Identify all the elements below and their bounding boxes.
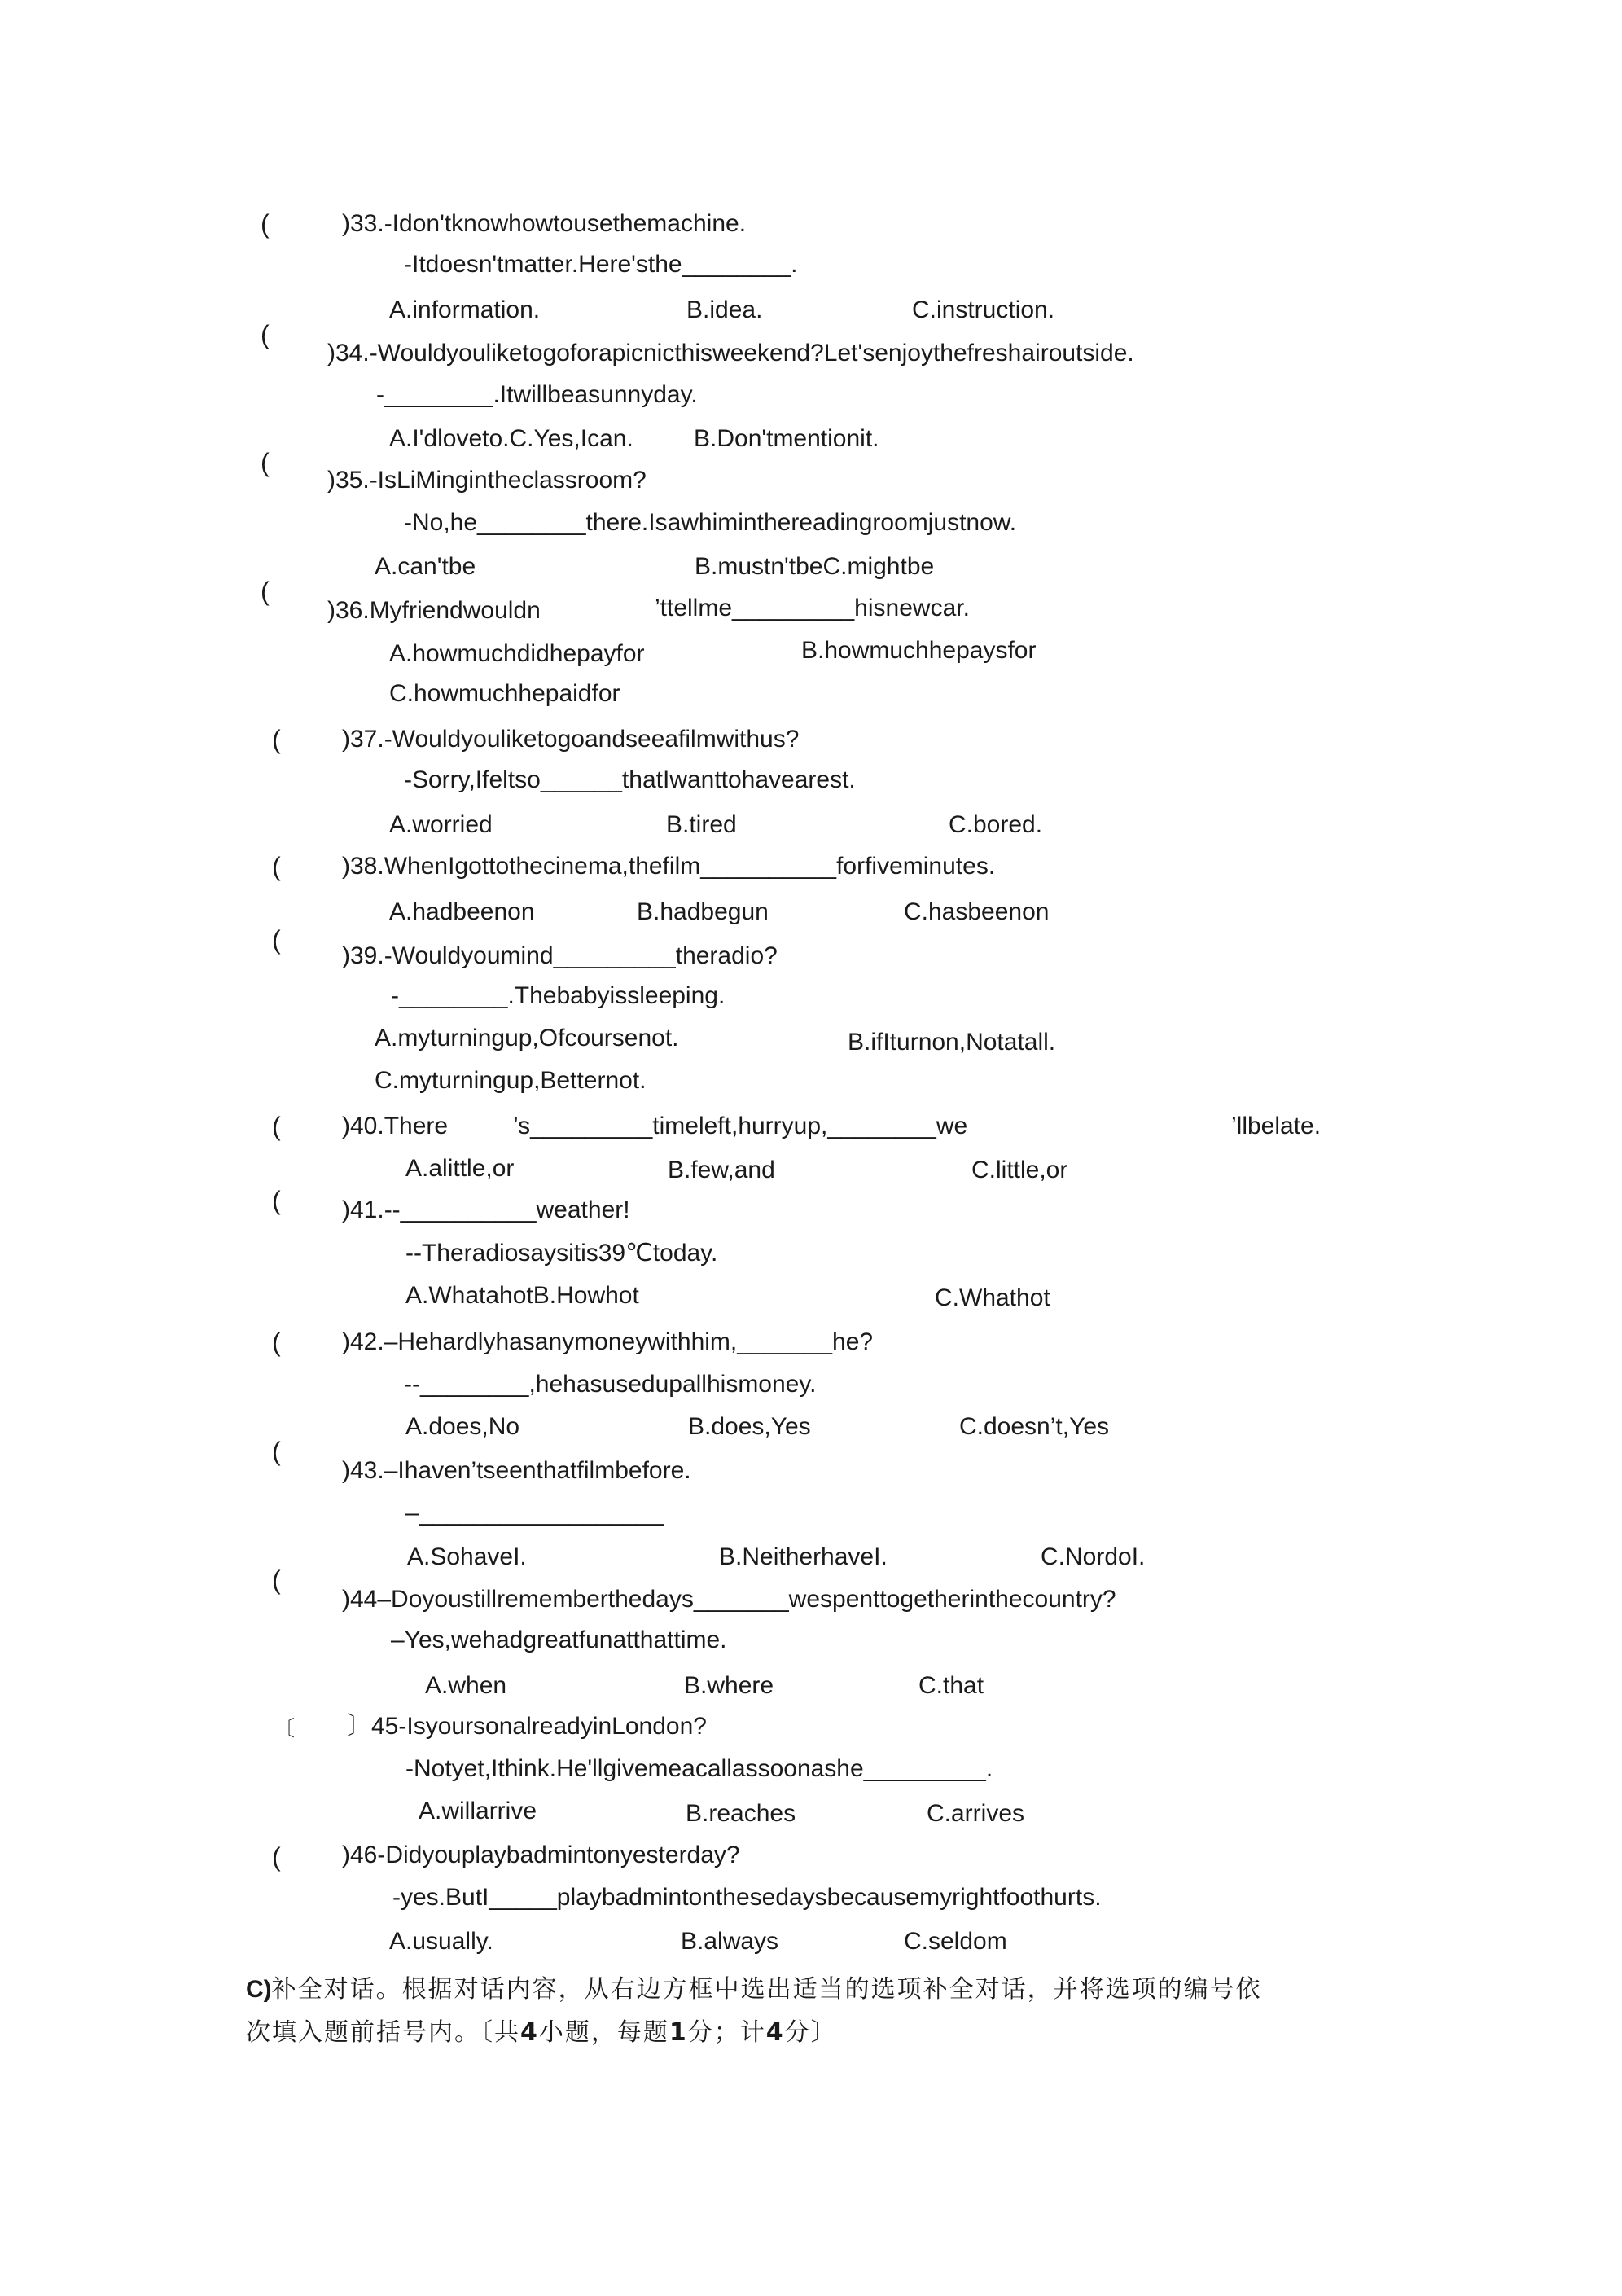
option-b: B.reaches xyxy=(686,1800,796,1827)
dialogue-line: –Yes,wehadgreatfunatthattime. xyxy=(391,1627,727,1653)
option-b: B.Don'tmentionit. xyxy=(694,425,879,452)
question-stem: )44–Doyoustillrememberthedays_______wespenttogetherinthecountry? xyxy=(342,1586,1116,1613)
option-c: C.that xyxy=(918,1672,984,1699)
option-b: B.NeitherhaveI. xyxy=(719,1543,888,1570)
option-b: B.howmuchhepaysfor xyxy=(801,637,1037,664)
option-c: C.seldom xyxy=(904,1928,1007,1955)
option-b: B.does,Yes xyxy=(688,1413,811,1440)
option-a: A.howmuchdidhepayfor xyxy=(389,640,645,667)
option-a: A.does,No xyxy=(406,1413,520,1440)
question-stem: )36.Myfriendwouldn xyxy=(327,597,541,624)
question-stem-end: ’llbelate. xyxy=(1231,1113,1322,1139)
question-stem: )39.-Wouldyoumind_________theradio? xyxy=(342,942,778,969)
option-a: A.usually. xyxy=(389,1928,493,1955)
option-b: B.idea. xyxy=(686,296,763,323)
answer-paren[interactable]: ( xyxy=(272,1328,281,1357)
question-stem: )35.-IsLiMingintheclassroom? xyxy=(327,467,647,494)
answer-paren[interactable]: ( xyxy=(272,1186,281,1215)
option-b-c: B.mustn'tbeC.mightbe xyxy=(695,553,935,580)
option-a: A.worried xyxy=(389,811,493,838)
question-stem: )42.–Hehardlyhasanymoneywithhim,_______he? xyxy=(342,1328,874,1355)
option-c: C.Whathot xyxy=(935,1284,1050,1311)
answer-paren[interactable]: ( xyxy=(272,1565,281,1595)
question-stem: )38.WhenIgottothecinema,thefilm__________forfiveminutes. xyxy=(342,853,996,880)
question-stem-cont: ’s_________timeleft,hurryup,________we xyxy=(513,1113,968,1139)
option-c: C.bored. xyxy=(949,811,1043,838)
option-c: C.hasbeenon xyxy=(904,898,1050,925)
section-label: C) xyxy=(246,1976,272,2003)
dialogue-line: -________.Itwillbeasunnyday. xyxy=(376,381,698,408)
option-a: A.when xyxy=(425,1672,507,1699)
question-stem: )33.-Idon'tknowhowtousethemachine. xyxy=(342,210,747,237)
option-c: C.myturningup,Betternot. xyxy=(375,1067,647,1094)
option-a: A.can'tbe xyxy=(375,553,476,580)
option-a: A.SohaveI. xyxy=(407,1543,527,1570)
option-a: A.alittle,or xyxy=(406,1155,515,1182)
section-instructions-line1: C)补全对话。根据对话内容，从右边方框中选出适当的选项补全对话，并将选项的编号依 xyxy=(246,1975,1262,2004)
question-stem: )41.--__________weather! xyxy=(342,1196,630,1223)
answer-paren[interactable]: ( xyxy=(272,1112,281,1141)
option-a-b: A.WhatahotB.Howhot xyxy=(406,1282,639,1309)
option-c: C.instruction. xyxy=(912,296,1055,323)
question-stem: )34.-Wouldyouliketogoforapicnicthisweekend?Let'senjoythefreshairoutside. xyxy=(327,340,1134,367)
option-c: C.arrives xyxy=(927,1800,1025,1827)
option-c: C.doesn’t,Yes xyxy=(959,1413,1110,1440)
section-instructions-line2: 次填入题前括号内。〔共4小题，每题1分；计4分〕 xyxy=(246,2018,837,2047)
option-a: A.information. xyxy=(389,296,541,323)
option-a: A.myturningup,Ofcoursenot. xyxy=(375,1025,679,1051)
option-b: B.always xyxy=(681,1928,779,1955)
option-c: C.NordoI. xyxy=(1041,1543,1146,1570)
question-stem: )43.–Ihaven’tseenthatfilmbefore. xyxy=(342,1457,691,1484)
option-b: B.ifIturnon,Notatall. xyxy=(848,1029,1056,1056)
answer-paren[interactable]: ( xyxy=(272,725,281,754)
dialogue-line: -Notyet,Ithink.He'llgivemeacallassoonashe_________. xyxy=(406,1755,993,1782)
question-stem: )37.-Wouldyouliketogoandseeafilmwithus? xyxy=(342,726,800,753)
answer-paren[interactable]: ( xyxy=(261,209,270,239)
question-stem-cont: ’ttellme_________hisnewcar. xyxy=(655,595,970,621)
answer-paren[interactable]: ( xyxy=(272,925,281,955)
option-b: B.tired xyxy=(666,811,737,838)
dialogue-line: -Itdoesn'tmatter.Here'sthe________. xyxy=(404,251,798,278)
answer-paren[interactable]: ( xyxy=(272,1842,281,1872)
option-c: C.howmuchhepaidfor xyxy=(389,680,620,707)
option-a: A.willarrive xyxy=(419,1798,537,1824)
answer-paren[interactable]: 〔 xyxy=(274,1716,296,1741)
dialogue-line: -No,he________there.Isawhiminthereadingroomjustnow. xyxy=(404,509,1017,536)
option-b: B.few,and xyxy=(668,1157,775,1183)
dialogue-line: -________.Thebabyissleeping. xyxy=(391,982,726,1009)
question-stem: 〕45-IsyoursonalreadyinLondon? xyxy=(347,1713,707,1740)
option-b: B.where xyxy=(684,1672,774,1699)
answer-paren[interactable]: ( xyxy=(272,852,281,881)
question-stem: )40.There xyxy=(342,1113,449,1139)
dialogue-line: –__________________ xyxy=(406,1499,664,1526)
option-c: C.little,or xyxy=(971,1157,1068,1183)
option-a: A.hadbeenon xyxy=(389,898,535,925)
dialogue-line: --Theradiosaysitis39℃today. xyxy=(406,1240,718,1267)
answer-paren[interactable]: ( xyxy=(261,448,270,477)
option-b: B.hadbegun xyxy=(637,898,769,925)
answer-paren[interactable]: ( xyxy=(261,320,270,349)
option-a-c: A.I'dloveto.C.Yes,Ican. xyxy=(389,425,633,452)
dialogue-line: -Sorry,Ifeltso______thatIwanttohavearest. xyxy=(404,766,856,793)
dialogue-line: --________,hehasusedupallhismoney. xyxy=(404,1371,817,1398)
question-stem: )46-Didyouplaybadmintonyesterday? xyxy=(342,1842,740,1868)
dialogue-line: -yes.ButI_____playbadmintonthesedaysbecausemyrightfoothurts. xyxy=(392,1884,1102,1911)
answer-paren[interactable]: ( xyxy=(261,577,270,606)
answer-paren[interactable]: ( xyxy=(272,1437,281,1466)
